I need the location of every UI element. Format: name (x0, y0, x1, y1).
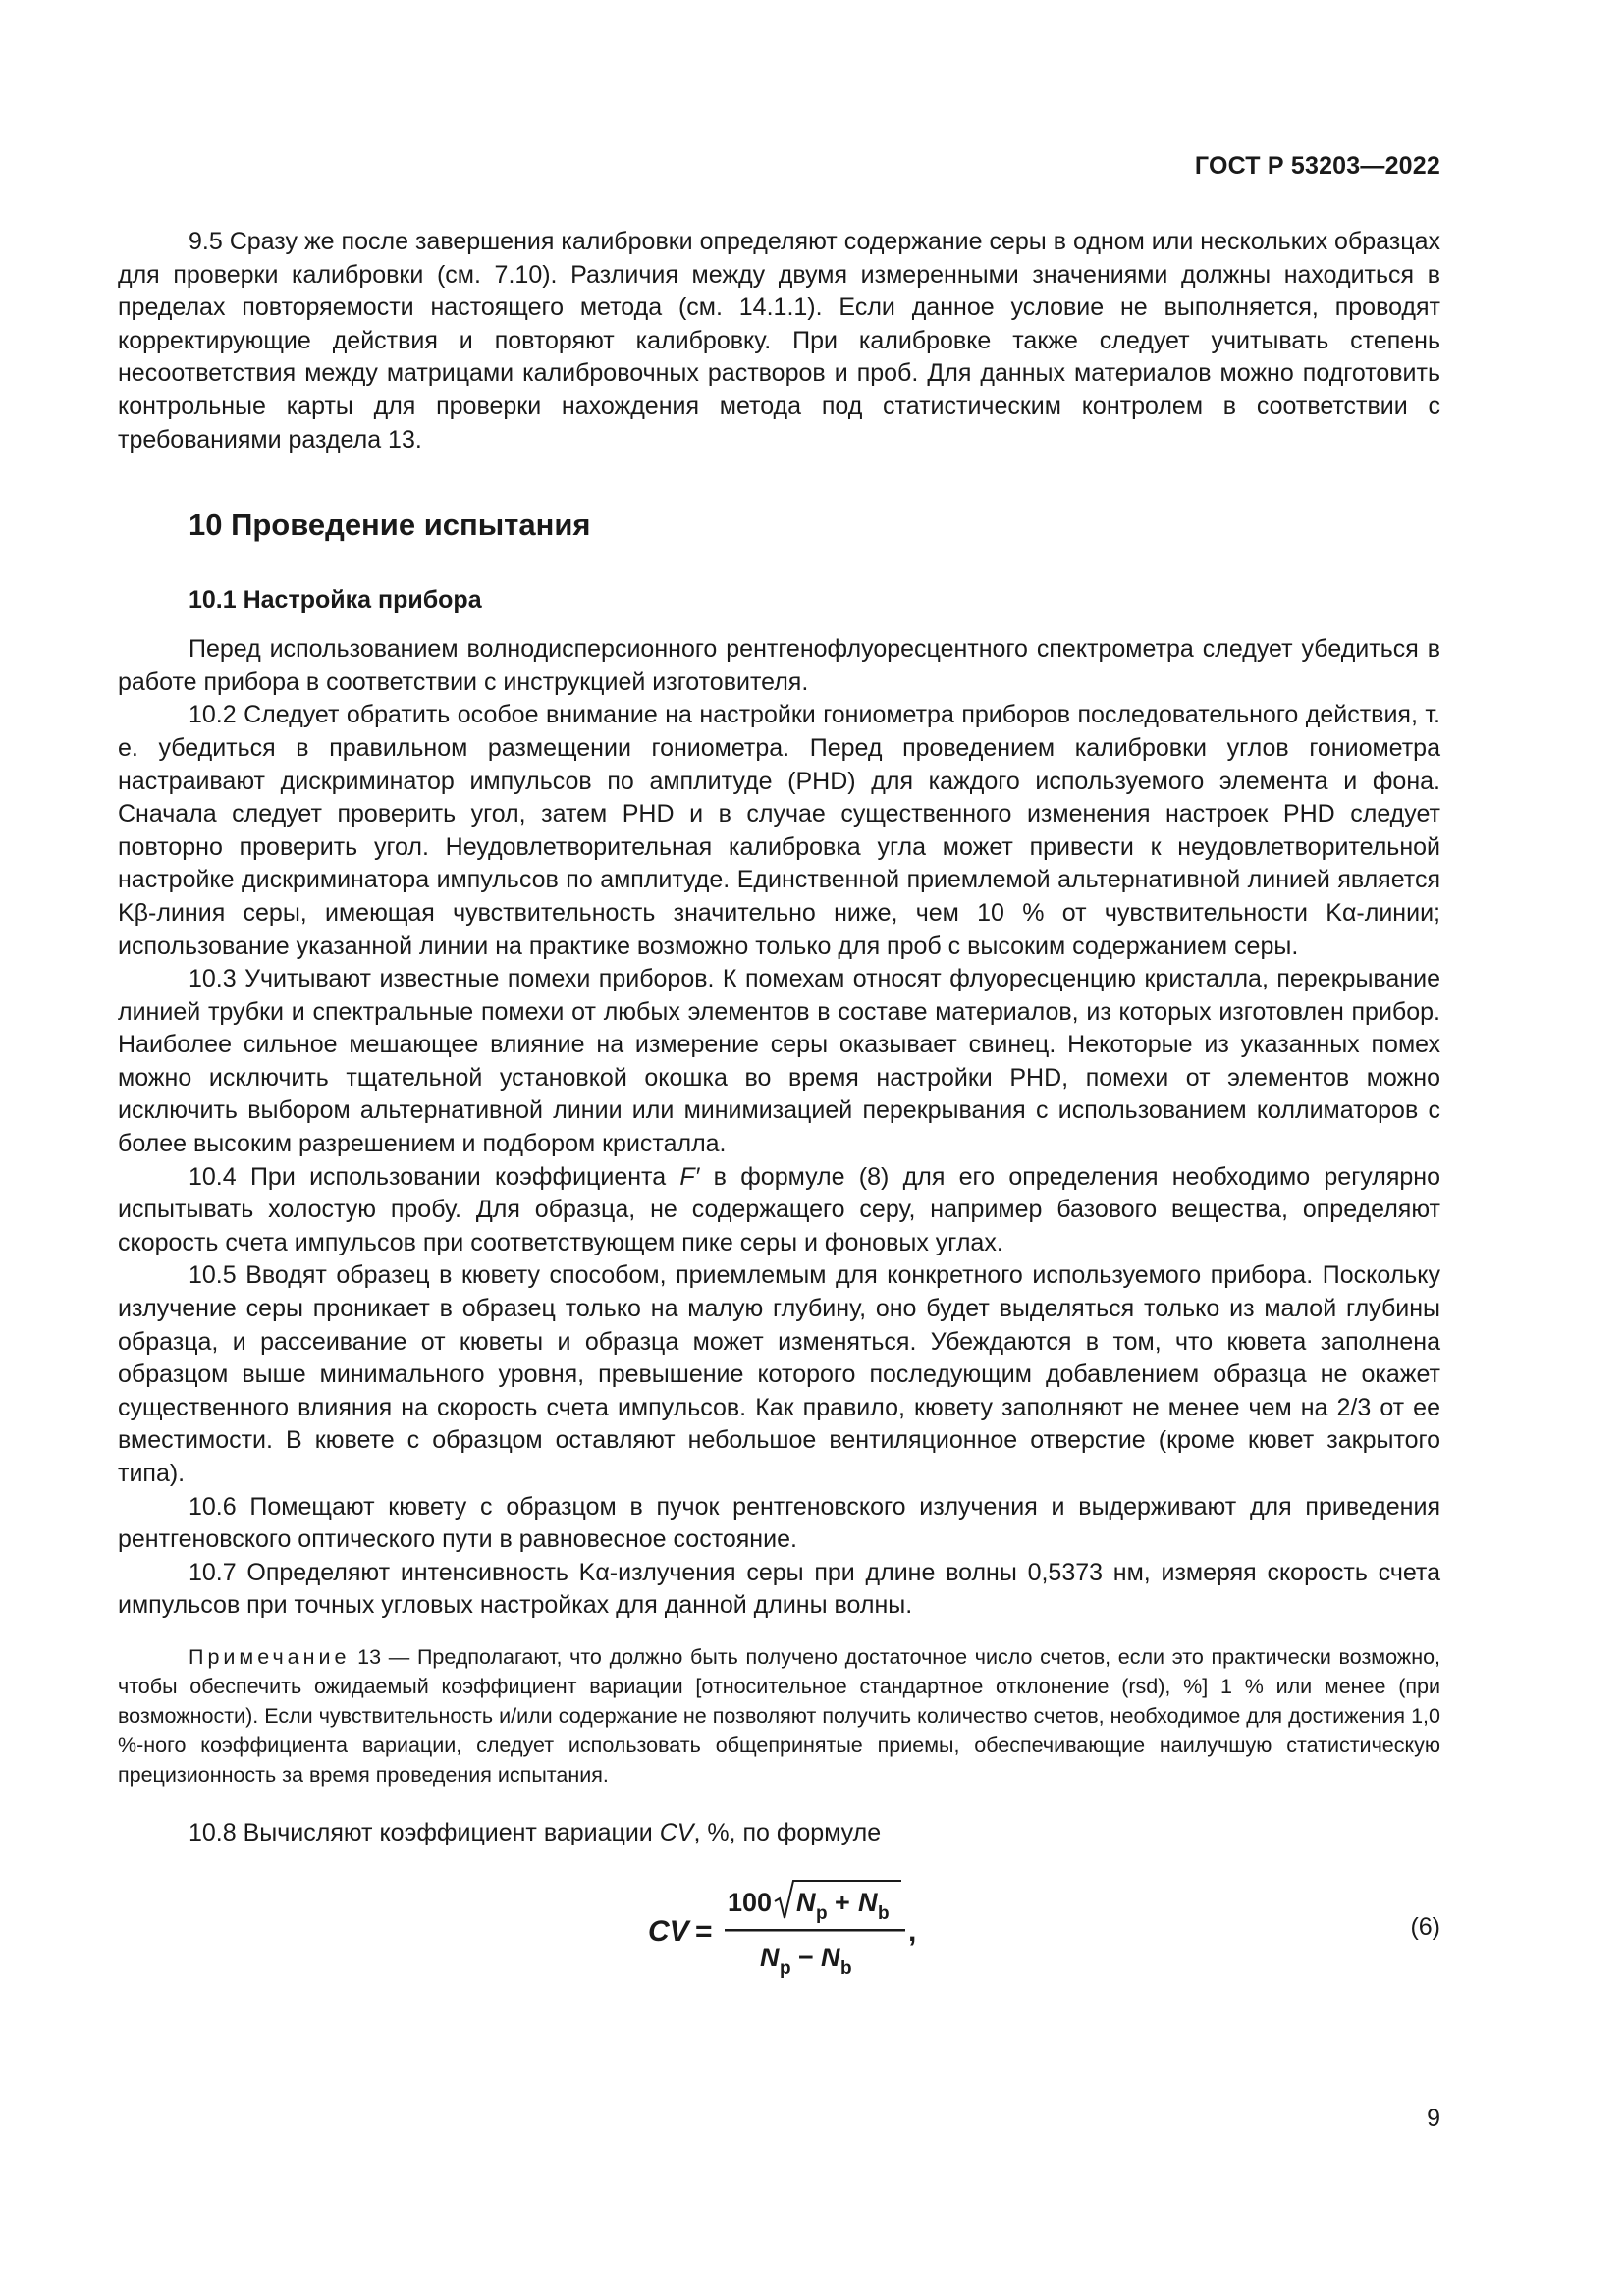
formula-minus: − (798, 1942, 814, 1972)
paragraph-10-5: 10.5 Вводят образец в кювету способом, приемлемым для конкретного используемого прибора. Поскольку излучение серы проникает в образец только на малую глубину, оно будет выделяться только из малой глубины образца, и рассеивание от кюветы и образца может изменяться. Убеждаются в том, что кювета заполнена образцом выше минимального уровня, превышение которого последующим добавлением образца не окажет существенного влияния на скорость счета импульсов. Как правило, кювету заполняют не менее чем на 2/3 от ее вместимости. В кювете с образцом оставляют небольшое вентиляционное отверстие (кроме кювет закрытого типа). (118, 1261, 1440, 1487)
formula-nb-subscript: b (878, 1902, 890, 1924)
paragraph-10-7: 10.7 Определяют интенсивность Kα-излучения серы при длине волны 0,5373 нм, измеряя скорость счета импульсов при точных угловых настройках для данной длины волны. (118, 1558, 1440, 1620)
paragraph-10-4 (118, 1161, 1440, 1260)
page-number: 9 (1427, 2105, 1440, 2132)
equation-number: (6) (1410, 1912, 1440, 1941)
paragraph-10-8 (118, 1817, 1440, 1850)
formula-plus: + (835, 1887, 850, 1917)
f-prime-symbol: F′ (679, 1162, 700, 1191)
formula-np-denominator-subscript: p (780, 1957, 791, 1979)
document-code-header: ГОСТ Р 53203—2022 (1194, 152, 1440, 180)
formula-6-row (118, 1876, 1440, 1994)
formula-np: N (796, 1887, 816, 1917)
note-13 (118, 1642, 1440, 1789)
formula-coefficient: 100 (728, 1887, 773, 1917)
formula-np-subscript: p (816, 1902, 828, 1924)
page-content (118, 226, 1440, 1994)
paragraph-10-1: Перед использованием волнодисперсионного рентгенофлуоресцентного спектрометра следует убедиться в работе прибора в соответствии с инструкцией изготовителя. (118, 635, 1440, 696)
paragraph-10-8-start: 10.8 Вычисляют коэффициент вариации (189, 1818, 660, 1846)
formula-nb-denominator: N (821, 1942, 840, 1972)
cv-symbol: CV (659, 1818, 694, 1846)
note-text: 13 — Предполагают, что должно быть получено достаточное число счетов, если это практически возможно, чтобы обеспечить ожидаемый коэффициент вариации [относительное стандартное отклонение (rsd), %] 1 % или менее (при возможности). Если чувствительность и/или содержание не позволяют получить количество счетов, необходимое для достижения 1,0 %-ного коэффициента вариации, следует использовать общепринятые приемы, обеспечивающие наилучшую статистическую прецизионность за время проведения испытания. (118, 1644, 1440, 1787)
paragraph-10-2: 10.2 Следует обратить особое внимание на настройки гониометра приборов последовательного действия, т. е. убедиться в правильном размещении гониометра. Перед проведением калибровки углов гониометра настраивают дискриминатор импульсов по амплитуде (PHD) для каждого используемого элемента и фона. Сначала следует проверить угол, затем PHD и в случае существенного изменения настроек PHD следует повторно проверить угол. Неудовлетворительная калибровка угла может привести к неудовлетворительной настройке дискриминатора импульсов по амплитуде. Единственной приемлемой альтернативной линией является Kβ-линия серы, имеющая чувствительность значительно ниже, чем 10 % от чувствительности Kα-линии; использование указанной линии на практике возможно только для проб с высоким содержанием серы. (118, 701, 1440, 960)
formula-nb: N (858, 1887, 878, 1917)
formula-comma: , (908, 1914, 917, 1948)
formula-6 (648, 1876, 943, 1994)
formula-nb-denominator-subscript: b (840, 1957, 852, 1979)
note-label: Примечание (189, 1644, 351, 1669)
formula-cv: CV (648, 1914, 689, 1948)
paragraph-10-4-end: в формуле (8) для его определения необходимо регулярно испытывать холостую пробу. Для образца, не содержащего серу, например базового вещества, определяют скорость счета импульсов при соответствующем пике серы и фоновых углах. (118, 1162, 1440, 1256)
formula-np-denominator: N (760, 1942, 780, 1972)
paragraph-10-6: 10.6 Помещают кювету с образцом в пучок рентгеновского излучения и выдерживают для приведения рентгеновского оптического пути в равновесное состояние. (118, 1492, 1440, 1554)
paragraph-10-3: 10.3 Учитывают известные помехи приборов. К помехам относят флуоресценцию кристалла, перекрывание линией трубки и спектральные помехи от любых элементов в составе материалов, из которых изготовлен прибор. Наиболее сильное мешающее влияние на измерение серы оказывает свинец. Некоторые из указанных помех можно исключить тщательной установкой окошка во время настройки PHD, помехи от элементов можно исключить выбором альтернативной линии или минимизацией перекрывания с использованием коллиматоров с более высоким разрешением и подбором кристалла. (118, 965, 1440, 1158)
paragraph-9-5: 9.5 Сразу же после завершения калибровки определяют содержание серы в одном или нескольких образцах для проверки калибровки (см. 7.10). Различия между двумя измеренными значениями должны находиться в пределах повторяемости настоящего метода (см. 14.1.1). Если данное условие не выполняется, проводят корректирующие действия и повторяют калибровку. При калибровке также следует учитывать степень несоответствия между матрицами калибровочных растворов и проб. Для данных материалов можно подготовить контрольные карты для проверки нахождения метода под статистическим контролем в соответствии с требованиями раздела 13. (118, 228, 1440, 454)
formula-equals: = (695, 1914, 713, 1948)
paragraph-10-4-start: 10.4 При использовании коэффициента (189, 1162, 680, 1191)
section-10-heading: 10 Проведение испытания (189, 507, 591, 543)
paragraph-10-8-end: , %, по формуле (693, 1818, 882, 1846)
fraction-bar (725, 1929, 905, 1932)
section-10-1-heading: 10.1 Настройка прибора (189, 586, 482, 614)
